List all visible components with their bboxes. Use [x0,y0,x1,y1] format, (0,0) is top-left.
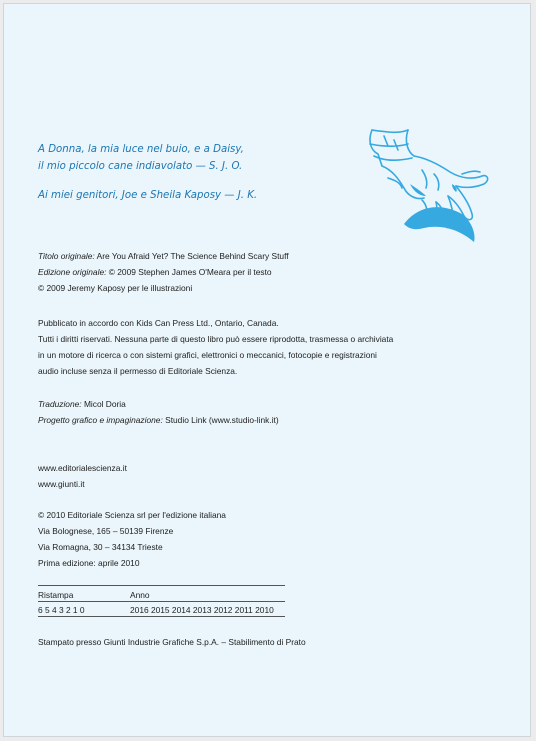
publisher-copyright: © 2010 Editoriale Scienza srl per l'edizione italiana [38,510,226,520]
publishing-line-3: in un motore di ricerca o con sistemi grafici, elettronici o meccanici, fotocopie e registrazioni [38,350,377,360]
dedication [38,141,257,204]
reprint-middle-rule [38,601,285,602]
year-label: Anno [130,590,150,600]
reprint-bottom-rule [38,616,285,617]
original-edition-label: Edizione originale: [38,267,107,277]
website-editorialescienza: www.editorialescienza.it [38,463,127,473]
first-edition: Prima edizione: aprile 2010 [38,558,140,568]
reprint-numbers: 6 5 4 3 2 1 0 [38,605,85,615]
address-trieste: Via Romagna, 30 – 34134 Trieste [38,542,163,552]
reprint-label: Ristampa [38,590,74,600]
translation-label: Traduzione: [38,399,82,409]
dedication-line-3: Ai miei genitori, Joe e Sheila Kaposy — J. K. [38,190,258,201]
reprint-top-rule [38,585,285,586]
design-line [38,413,279,429]
design-label: Progetto grafico e impaginazione: [38,415,163,425]
original-edition-line [38,265,272,281]
translation-line [38,397,126,413]
publishing-line-2: Tutti i diritti riservati. Nessuna parte di questo libro può essere riprodotta, trasmessa o archiviata [38,334,394,344]
reprint-years: 2016 2015 2014 2013 2012 2011 2010 [130,605,274,615]
dedication-line-1: A Donna, la mia luce nel buio, e a Daisy, [38,144,244,155]
design-credit: Studio Link (www.studio-link.it) [165,415,279,425]
translator: Micol Doria [83,399,126,409]
printer-line: Stampato presso Giunti Industrie Grafiche S.p.A. – Stabilimento di Prato [38,637,306,647]
publishing-line-1: Pubblicato in accordo con Kids Can Press Ltd., Ontario, Canada. [38,318,279,328]
original-title-label: Titolo originale: [38,251,95,261]
original-title: Are You Afraid Yet? The Science Behind Scary Stuff [96,251,289,261]
website-giunti: www.giunti.it [38,479,85,489]
address-firenze: Via Bolognese, 165 – 50139 Firenze [38,526,174,536]
dedication-line-2: il mio piccolo cane indiavolato — S. J. O. [38,161,243,172]
original-edition: © 2009 Stephen James O'Meara per il testo [108,267,272,277]
original-title-line [38,249,289,265]
publishing-line-4: audio incluse senza il permesso di Editoriale Scienza. [38,366,238,376]
hand-illustration [364,126,494,244]
illustrations-credit: © 2009 Jeremy Kaposy per le illustrazioni [38,283,193,293]
